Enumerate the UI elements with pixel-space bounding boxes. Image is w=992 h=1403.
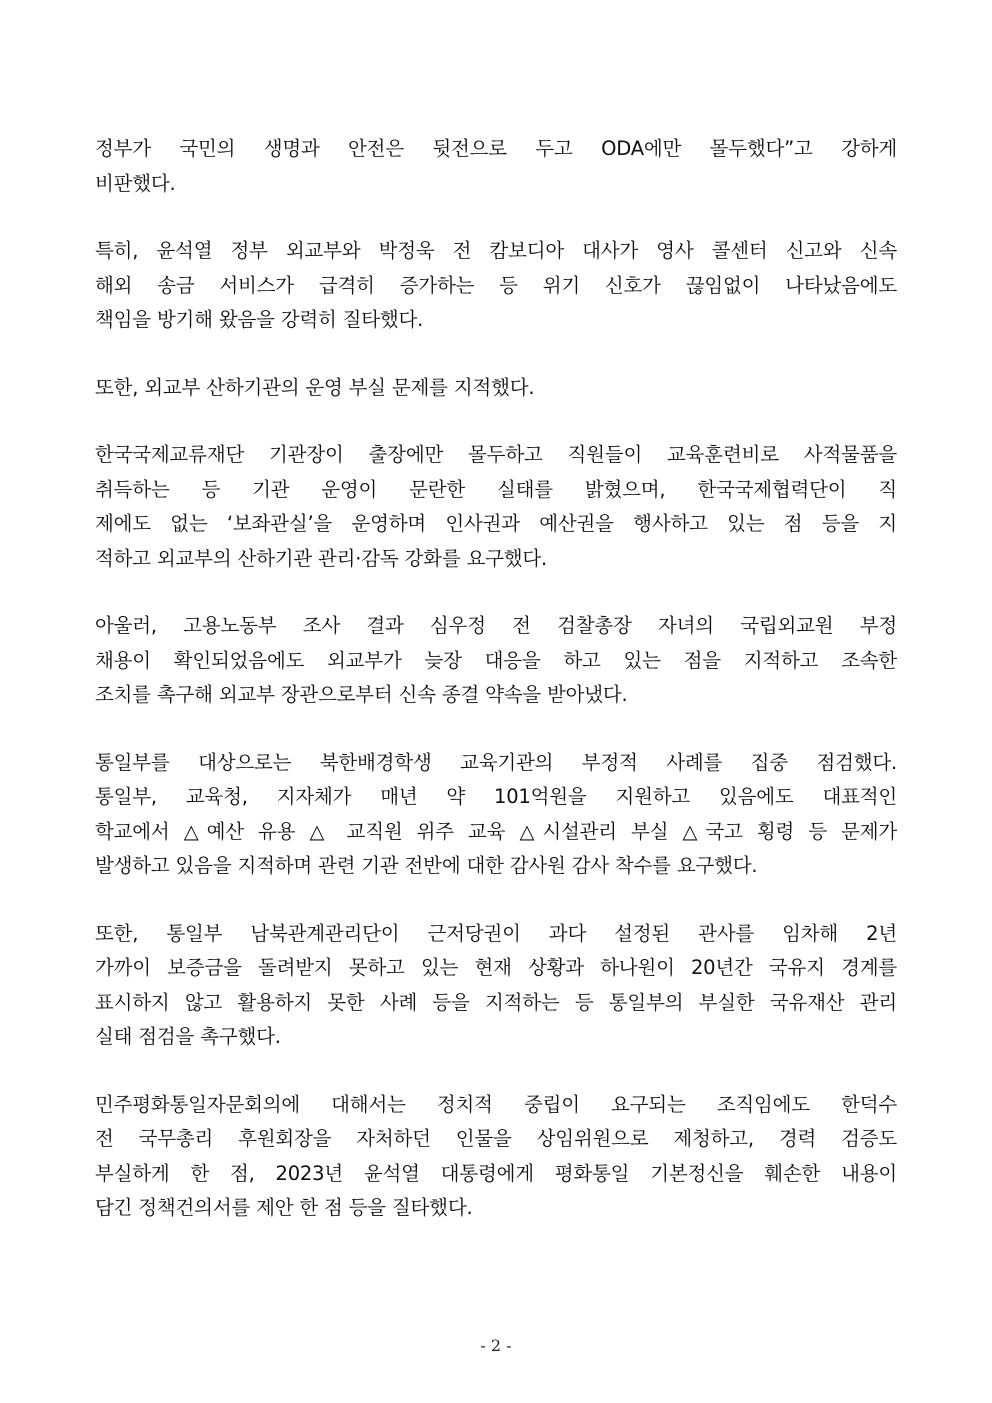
- paragraph-1: [95, 132, 897, 201]
- text-line: 취득하는 등 기관 운영이 문란한 실태를 밝혔으며, 한국국제협력단이 직: [95, 477, 897, 501]
- text-line: 한국국제교류재단 기관장이 출장에만 몰두하고 직원들이 교육훈련비로 사적물품을: [95, 443, 897, 466]
- text-line: 가까이 보증금을 돌려받지 못하고 있는 현재 상황과 하나원이 20년간 국유지 경계를: [95, 956, 897, 979]
- text-line: 제에도 없는 ‘보좌관실’을 운영하며 인사권과 예산권을 행사하고 있는 점 등을 지: [95, 512, 897, 535]
- text-line: 발생하고 있음을 지적하며 관련 기관 전반에 대한 감사원 감사 착수를 요구했다.: [95, 854, 758, 877]
- paragraph-3: [95, 371, 897, 406]
- text-line: 실태 점검을 촉구했다.: [95, 1025, 281, 1048]
- text-line: 또한, 통일부 남북관계관리단이 근저당권이 과다 설정된 관사를 임차해 2년: [95, 921, 897, 945]
- page-number: - 2 -: [480, 1336, 512, 1355]
- paragraph-2: [95, 234, 897, 338]
- text-line: 특히, 윤석열 정부 외교부와 박정욱 전 캄보디아 대사가 영사 콜센터 신고와 신속: [95, 239, 897, 262]
- text-line: 아울러, 고용노동부 조사 결과 심우정 전 검찰총장 자녀의 국립외교원 부정: [95, 614, 897, 637]
- text-line: 해외 송금 서비스가 급격히 증가하는 등 위기 신호가 끊임없이 나타났음에도: [95, 273, 897, 297]
- text-line: 정부가 국민의 생명과 안전은 뒷전으로 두고 ODA에만 몰두했다”고 강하게: [95, 137, 897, 160]
- text-line: 채용이 확인되었음에도 외교부가 늦장 대응을 하고 있는 점을 지적하고 조속한: [95, 648, 897, 672]
- text-line: 부실하게 한 점, 2023년 윤석열 대통령에게 평화통일 기본정신을 훼손한 내용이: [95, 1161, 897, 1185]
- text-line: 또한, 외교부 산하기관의 운영 부실 문제를 지적했다.: [95, 375, 535, 399]
- paragraph-8: [95, 1088, 897, 1226]
- text-line: 담긴 정책건의서를 제안 한 점 등을 질타했다.: [95, 1196, 473, 1219]
- document-body: [95, 132, 897, 1259]
- text-line: 학교에서 △예산 유용 △ 교직원 위주 교육 △시설관리 부실 △국고 횡령 등 문제가: [95, 819, 897, 843]
- paragraph-4: [95, 438, 897, 576]
- text-line: 표시하지 않고 활용하지 못한 사례 등을 지적하는 등 통일부의 부실한 국유재산 관리: [95, 990, 897, 1014]
- text-line: 전 국무총리 후원회장을 자처하던 인물을 상임위원으로 제청하고, 경력 검증도: [95, 1127, 897, 1150]
- paragraph-6: [95, 746, 897, 884]
- text-line: 적하고 외교부의 산하기관 관리·감독 강화를 요구했다.: [95, 546, 548, 570]
- text-line: 책임을 방기해 왔음을 강력히 질타했다.: [95, 308, 424, 331]
- text-line: 조치를 촉구해 외교부 장관으로부터 신속 종결 약속을 받아냈다.: [95, 683, 628, 706]
- text-line: 비판했다.: [95, 171, 176, 195]
- text-line: 통일부를 대상으로는 북한배경학생 교육기관의 부정적 사례를 집중 점검했다.: [95, 750, 897, 774]
- text-line: 통일부, 교육청, 지자체가 매년 약 101억원을 지원하고 있음에도 대표적인: [95, 785, 897, 808]
- text-line: 민주평화통일자문회의에 대해서는 정치적 중립이 요구되는 조직임에도 한덕수: [95, 1092, 897, 1116]
- paragraph-5: [95, 609, 897, 713]
- paragraph-7: [95, 917, 897, 1055]
